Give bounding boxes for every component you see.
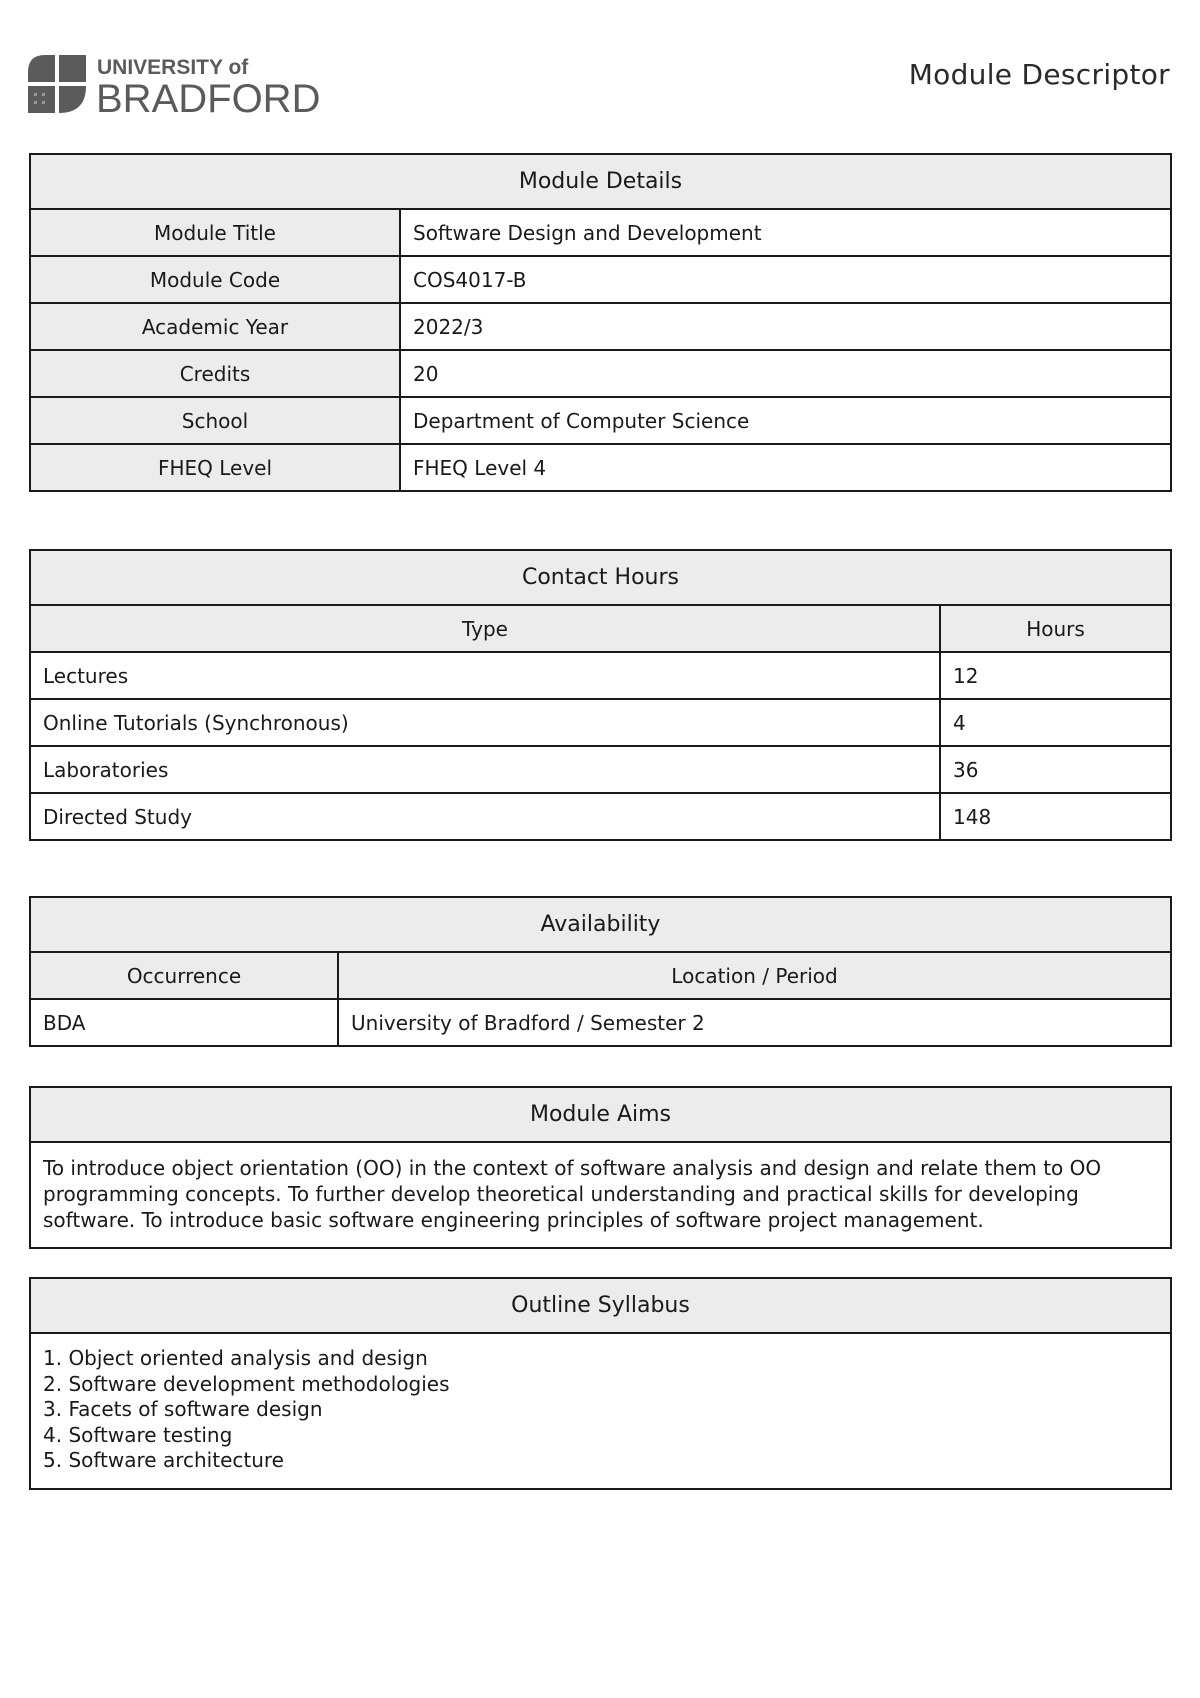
contact-type: Directed Study xyxy=(30,793,940,840)
availability-title: Availability xyxy=(30,897,1171,952)
table-header-row xyxy=(30,605,1171,652)
contact-hours-table xyxy=(29,549,1172,841)
table-row xyxy=(30,999,1171,1046)
row-label: Module Code xyxy=(30,256,400,303)
academic-year-value: 2022/3 xyxy=(400,303,1171,350)
list-item: 3. Facets of software design xyxy=(43,1397,323,1421)
table-row xyxy=(30,350,1171,397)
module-aims-text: To introduce object orientation (OO) in the context of software analysis and design and relate them to OO programming concepts. To further develop theoretical understanding and practical skills for developing software. To introduce basic software engineering principles of software project management. xyxy=(30,1142,1171,1248)
row-label: Module Title xyxy=(30,209,400,256)
module-aims-title: Module Aims xyxy=(30,1087,1171,1142)
column-header-occurrence: Occurrence xyxy=(30,952,338,999)
column-header-location: Location / Period xyxy=(338,952,1171,999)
table-row xyxy=(30,444,1171,491)
contact-type: Lectures xyxy=(30,652,940,699)
logo-mark-icon xyxy=(28,55,86,113)
module-title-value: Software Design and Development xyxy=(400,209,1171,256)
module-details-title: Module Details xyxy=(30,154,1171,209)
table-row xyxy=(30,397,1171,444)
table-row xyxy=(30,256,1171,303)
table-row xyxy=(30,793,1171,840)
outline-syllabus-body xyxy=(30,1333,1171,1489)
contact-hours: 12 xyxy=(940,652,1171,699)
fheq-level-value: FHEQ Level 4 xyxy=(400,444,1171,491)
location-value: University of Bradford / Semester 2 xyxy=(338,999,1171,1046)
outline-syllabus-table xyxy=(29,1277,1172,1490)
table-header-row xyxy=(30,952,1171,999)
credits-value: 20 xyxy=(400,350,1171,397)
row-label: Academic Year xyxy=(30,303,400,350)
contact-hours: 36 xyxy=(940,746,1171,793)
contact-hours-title: Contact Hours xyxy=(30,550,1171,605)
contact-hours: 4 xyxy=(940,699,1171,746)
document-title: Module Descriptor xyxy=(908,58,1170,91)
list-item: 2. Software development methodologies xyxy=(43,1371,450,1396)
contact-type: Laboratories xyxy=(30,746,940,793)
school-value: Department of Computer Science xyxy=(400,397,1171,444)
university-logo xyxy=(28,55,348,125)
module-details-table xyxy=(29,153,1172,492)
table-row xyxy=(30,652,1171,699)
contact-hours: 148 xyxy=(940,793,1171,840)
column-header-hours: Hours xyxy=(940,605,1171,652)
row-label: FHEQ Level xyxy=(30,444,400,491)
logo-bottom-line: BRADFORD xyxy=(96,77,321,121)
table-row xyxy=(30,746,1171,793)
table-row xyxy=(30,303,1171,350)
list-item: 5. Software architecture xyxy=(43,1448,284,1472)
availability-table xyxy=(29,896,1172,1047)
row-label: School xyxy=(30,397,400,444)
module-code-value: COS4017-B xyxy=(400,256,1171,303)
outline-syllabus-title: Outline Syllabus xyxy=(30,1278,1171,1333)
list-item: 4. Software testing xyxy=(43,1422,233,1447)
contact-type: Online Tutorials (Synchronous) xyxy=(30,699,940,746)
table-row xyxy=(30,209,1171,256)
column-header-type: Type xyxy=(30,605,940,652)
occurrence-value: BDA xyxy=(30,999,338,1046)
table-row xyxy=(30,699,1171,746)
row-label: Credits xyxy=(30,350,400,397)
list-item: 1. Object oriented analysis and design xyxy=(43,1346,428,1370)
logo-top-line: UNIVERSITY of xyxy=(97,56,249,79)
syllabus-list xyxy=(43,1346,1158,1474)
module-aims-table xyxy=(29,1086,1172,1249)
